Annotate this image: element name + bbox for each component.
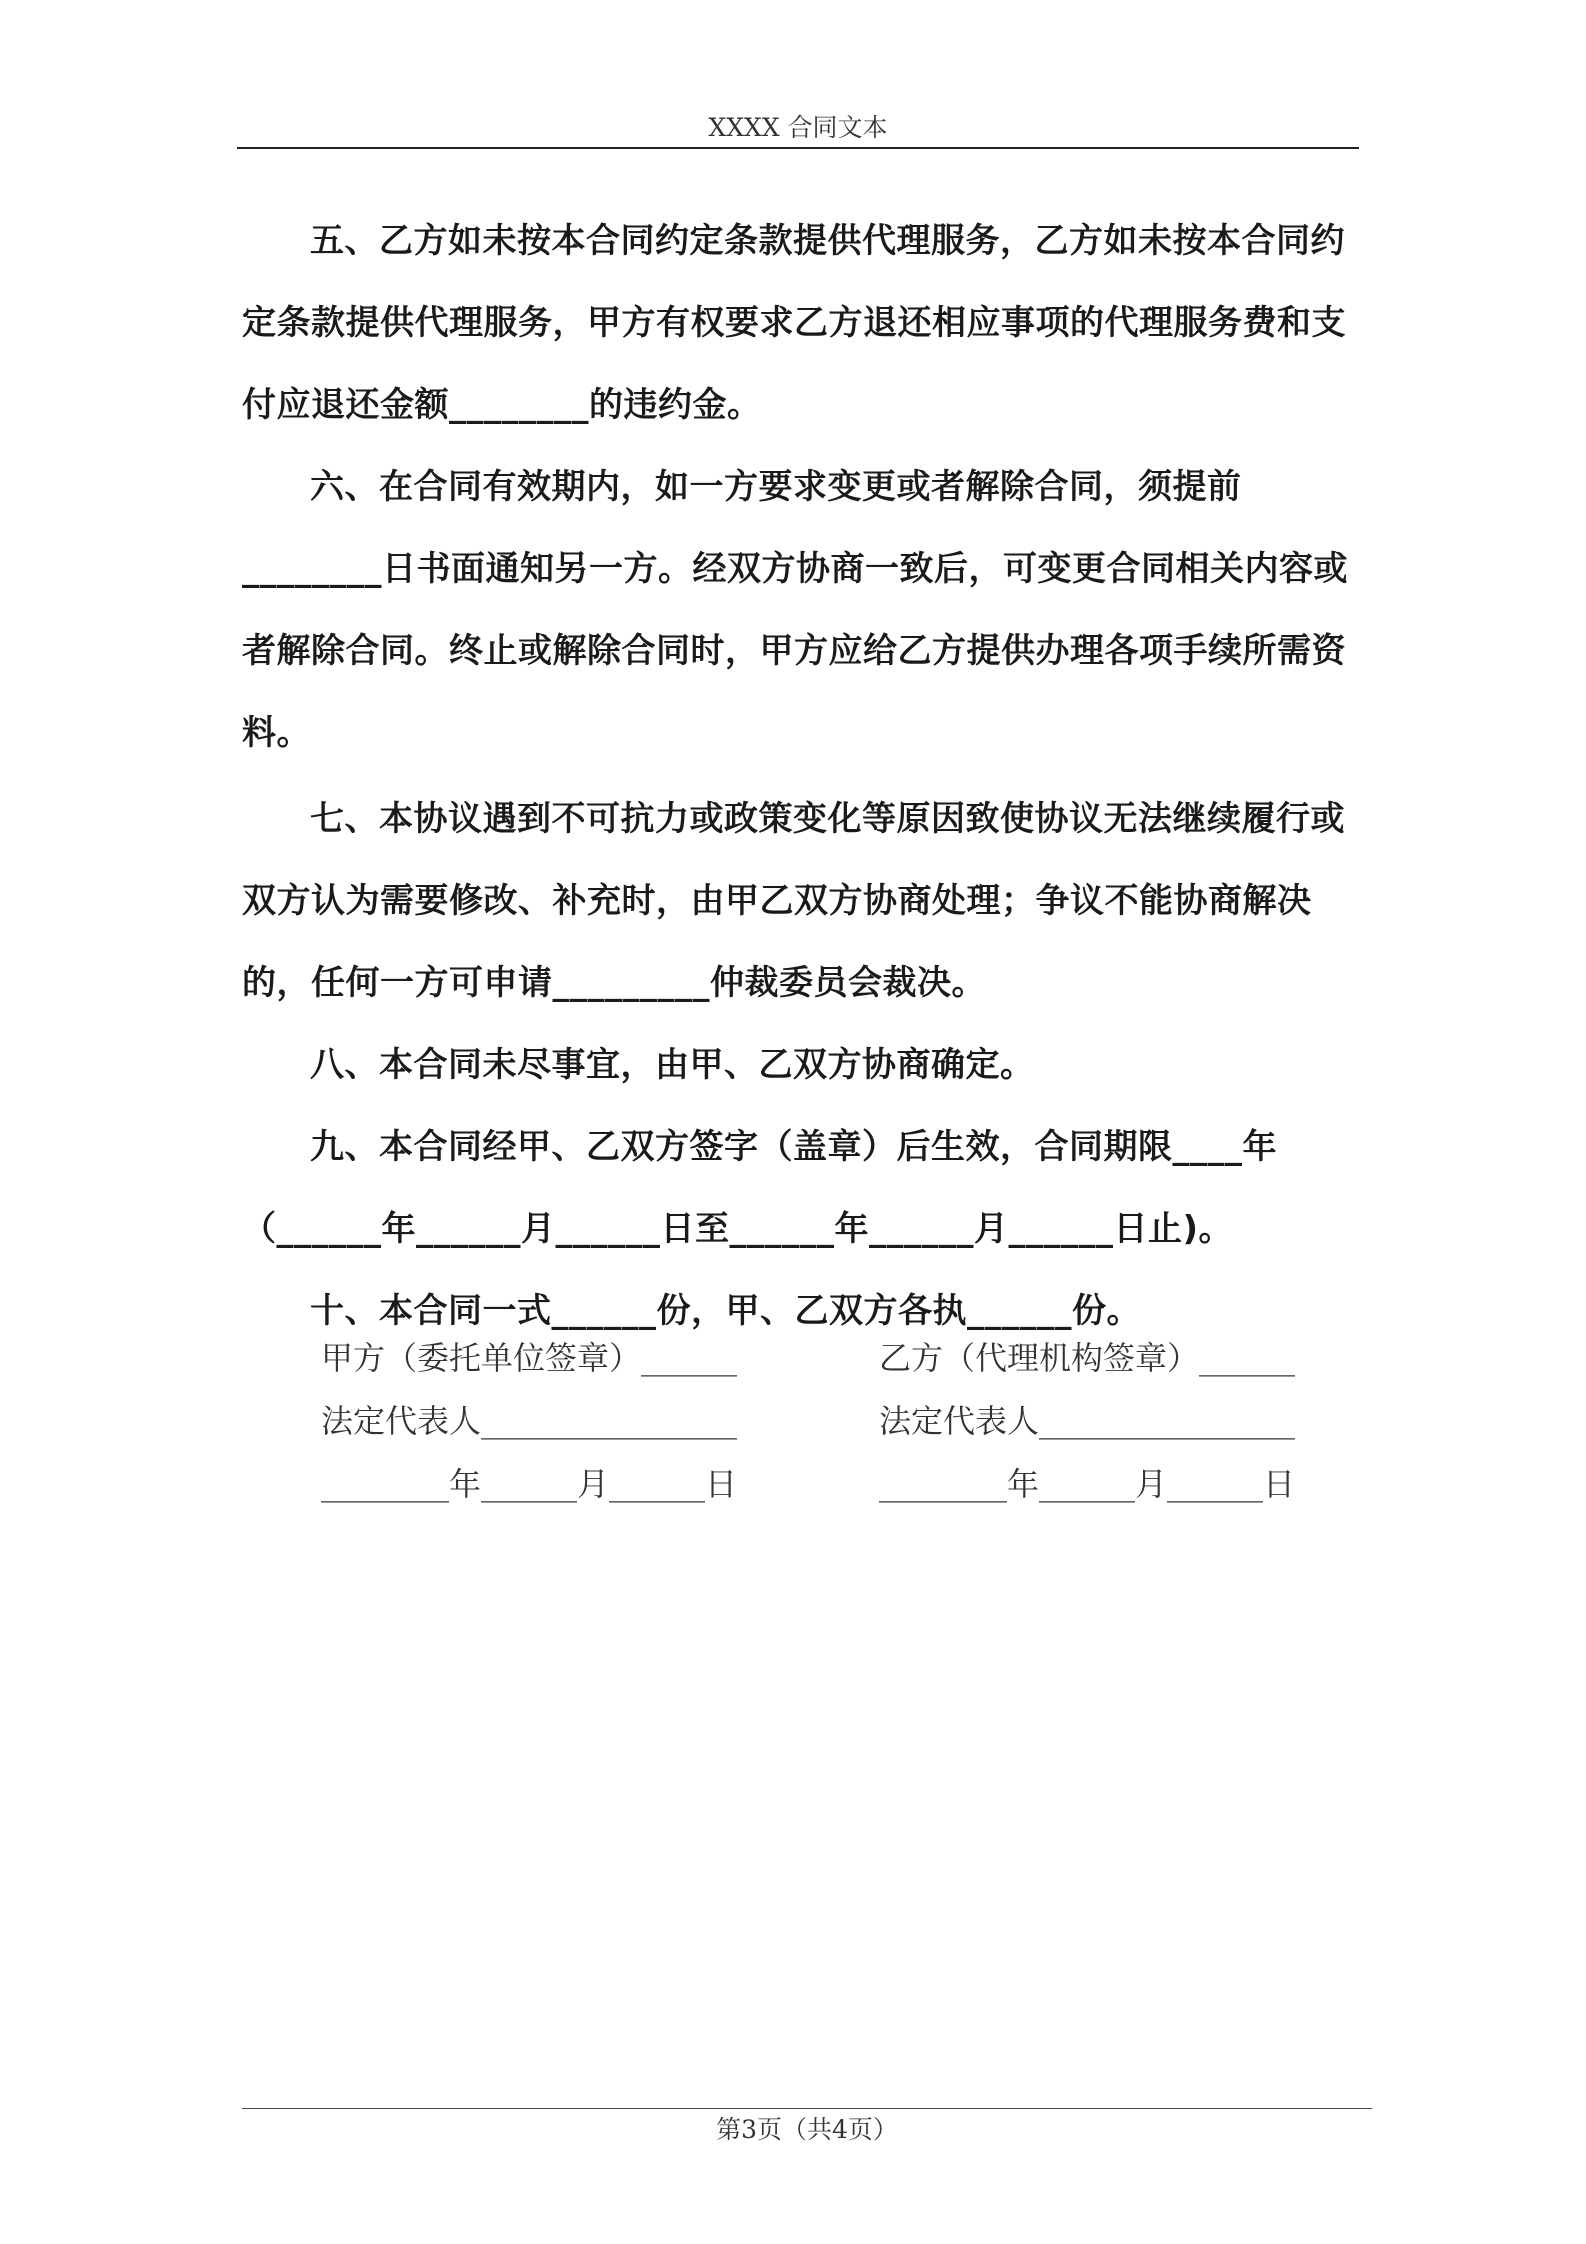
party-a-signature: 甲方（委托单位签章）______ bbox=[321, 1339, 738, 1377]
party-b-representative: 法定代表人________________ bbox=[879, 1402, 1296, 1440]
party-b-signature: 乙方（代理机构签章）______ bbox=[879, 1339, 1296, 1377]
contract-body bbox=[242, 200, 1354, 1352]
page-number: 第3页（共4页） bbox=[716, 2115, 898, 2144]
page-header-title: XXXX 合同文本 bbox=[708, 113, 888, 142]
clause-10: 十、本合同一式______份，甲、乙双方各执______份。 bbox=[310, 1291, 1141, 1331]
header-divider bbox=[237, 147, 1359, 149]
party-b-date: ________年______月______日 bbox=[879, 1465, 1296, 1503]
party-a-date: ________年______月______日 bbox=[321, 1465, 738, 1503]
signature-row-representatives bbox=[321, 1390, 1321, 1453]
clause-9: 九、本合同经甲、乙双方签字（盖章）后生效，合同期限____年（______年______月______日至______年______月______日止)。 bbox=[242, 1127, 1277, 1249]
footer-divider bbox=[242, 2108, 1372, 2109]
party-a-representative: 法定代表人________________ bbox=[321, 1402, 738, 1440]
clause-7: 七、本协议遇到不可抗力或政策变化等原因致使协议无法继续履行或双方认为需要修改、补充时，由甲乙双方协商处理；争议不能协商解决的，任何一方可申请_________仲裁委员会裁决。 bbox=[242, 799, 1345, 1003]
clause-6: 六、在合同有效期内，如一方要求变更或者解除合同，须提前________日书面通知另一方。经双方协商一致后，可变更合同相关内容或者解除合同。终止或解除合同时，甲方应给乙方提供办理各项手续所需资料。 bbox=[242, 467, 1348, 753]
signature-row-dates bbox=[321, 1453, 1321, 1516]
clause-5: 五、乙方如未按本合同约定条款提供代理服务，乙方如未按本合同约定条款提供代理服务，甲方有权要求乙方退还相应事项的代理服务费和支付应退还金额________的违约金。 bbox=[242, 221, 1346, 425]
signature-row-parties bbox=[321, 1327, 1321, 1390]
signature-block bbox=[321, 1327, 1321, 1516]
clause-8: 八、本合同未尽事宜，由甲、乙双方协商确定。 bbox=[310, 1045, 1035, 1085]
